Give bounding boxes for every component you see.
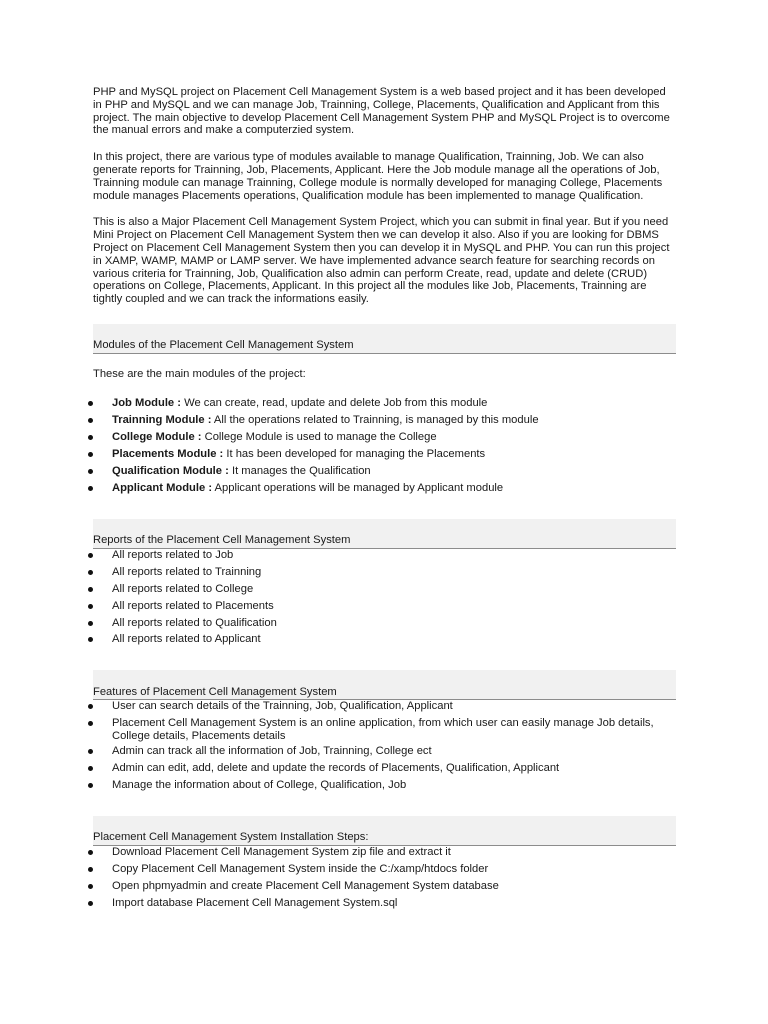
bullet-icon [88,850,93,855]
reports-heading-text: Reports of the Placement Cell Management System [93,533,351,546]
list-item [93,863,676,878]
modules-section-heading [93,324,676,354]
bullet-icon [88,587,93,592]
list-item [93,414,676,429]
module-name: College Module : [112,430,202,443]
modules-heading-text: Modules of the Placement Cell Management System [93,339,354,352]
bullet-icon [88,469,93,474]
list-item [93,583,676,598]
list-item [93,633,676,648]
list-item [93,448,676,463]
bullet-icon [88,435,93,440]
module-name: Applicant Module : [112,481,213,494]
list-item [93,617,676,632]
installation-list [93,846,676,912]
bullet-icon [88,553,93,558]
bullet-icon [88,452,93,457]
module-desc: College Module is used to manage the College [201,430,437,443]
feature-text: Manage the information about of College, Qualification, Job [112,779,407,792]
module-desc: We can create, read, update and delete Job from this module [180,396,488,409]
reports-section-heading [93,519,676,549]
module-name: Placements Module : [112,447,224,460]
install-step-text: Import database Placement Cell Management System.sql [112,896,398,909]
install-step-text: Download Placement Cell Management System zip file and extract it [112,845,451,858]
intro-paragraph-3: This is also a Major Placement Cell Management System Project, which you can submit in final year. But if you need Mini Project on Placement Cell Management System then we can develop it also. Also if you are looking for DBMS Project on Placement Cell Management System then you can develop it in MySQL and PHP. You can run this project in XAMP, WAMP, MAMP or LAMP server. We have implemented advance search feature for searching records on various criteria for Trainning, Job, Qualification also admin can perform Create, read, update and delete (CRUD) operations on College, Placements, Applicant. In this project all the modules like Job, Placements, Trainning are tightly coupled and we can track the informations easily. [93,216,670,306]
feature-text: User can search details of the Trainning, Job, Qualification, Applicant [112,700,453,713]
bullet-icon [88,486,93,491]
installation-section-heading [93,816,676,846]
list-item [93,762,676,777]
feature-text: Admin can track all the information of Job, Trainning, College ect [112,745,432,758]
document-body [93,86,676,914]
list-item [93,566,676,581]
feature-text: Admin can edit, add, delete and update the records of Placements, Qualification, Applicant [112,762,560,775]
bullet-icon [88,570,93,575]
bullet-icon [88,637,93,642]
reports-list [93,549,676,649]
module-desc: Applicant operations will be managed by Applicant module [212,481,504,494]
list-item [93,880,676,895]
module-desc: All the operations related to Trainning, is managed by this module [211,413,539,426]
bullet-icon [88,867,93,872]
list-item [93,600,676,615]
list-item [93,397,676,412]
modules-intro: These are the main modules of the project: [93,367,306,380]
bullet-icon [88,749,93,754]
module-desc: It has been developed for managing the Placements [223,447,486,460]
list-item [93,897,676,912]
modules-list [93,397,676,497]
features-heading-text: Features of Placement Cell Management System [93,685,337,698]
list-item [93,465,676,480]
list-item [93,717,676,743]
bullet-icon [88,604,93,609]
bullet-icon [88,901,93,906]
module-name: Trainning Module : [112,413,212,426]
install-step-text: Open phpmyadmin and create Placement Cell Management System database [112,879,499,892]
feature-text: Placement Cell Management System is an online application, from which user can easily manage Job details, College details, Placements details [112,717,654,743]
list-item [93,549,676,564]
report-text: All reports related to Job [112,548,234,561]
features-list [93,700,676,794]
features-section-heading [93,670,676,700]
report-text: All reports related to Trainning [112,565,262,578]
bullet-icon [88,783,93,788]
list-item [93,431,676,446]
bullet-icon [88,884,93,889]
list-item [93,779,676,794]
report-text: All reports related to Placements [112,599,274,612]
bullet-icon [88,721,93,726]
bullet-icon [88,704,93,709]
report-text: All reports related to Qualification [112,616,277,629]
list-item [93,700,676,715]
bullet-icon [88,401,93,406]
intro-paragraph-2: In this project, there are various type of modules available to manage Qualification, Trainning, Job. We can also generate reports for Trainning, Job, Placements, Applicant. Here the Job module manage all the operations of Job, Trainning module can manage Trainning, College module is normally developed for managing College, Placements module manages Placements operations, Qualification module has been implemented to manage Qualification. [93,151,663,202]
installation-heading-text: Placement Cell Management System Installation Steps: [93,831,369,844]
module-name: Job Module : [112,396,181,409]
install-step-text: Copy Placement Cell Management System inside the C:/xamp/htdocs folder [112,862,489,875]
list-item [93,846,676,861]
bullet-icon [88,418,93,423]
module-name: Qualification Module : [112,464,229,477]
bullet-icon [88,621,93,626]
report-text: All reports related to Applicant [112,633,261,646]
report-text: All reports related to College [112,582,254,595]
list-item [93,745,676,760]
list-item [93,482,676,497]
bullet-icon [88,766,93,771]
module-desc: It manages the Qualification [228,464,371,477]
intro-paragraph-1: PHP and MySQL project on Placement Cell Management System is a web based project and it has been developed in PHP and MySQL and we can manage Job, Trainning, College, Placements, Qualification and Applicant from this project. The main objective to develop Placement Cell Management System PHP and MySQL Project is to overcome the manual errors and make a computerzied system. [93,86,670,137]
